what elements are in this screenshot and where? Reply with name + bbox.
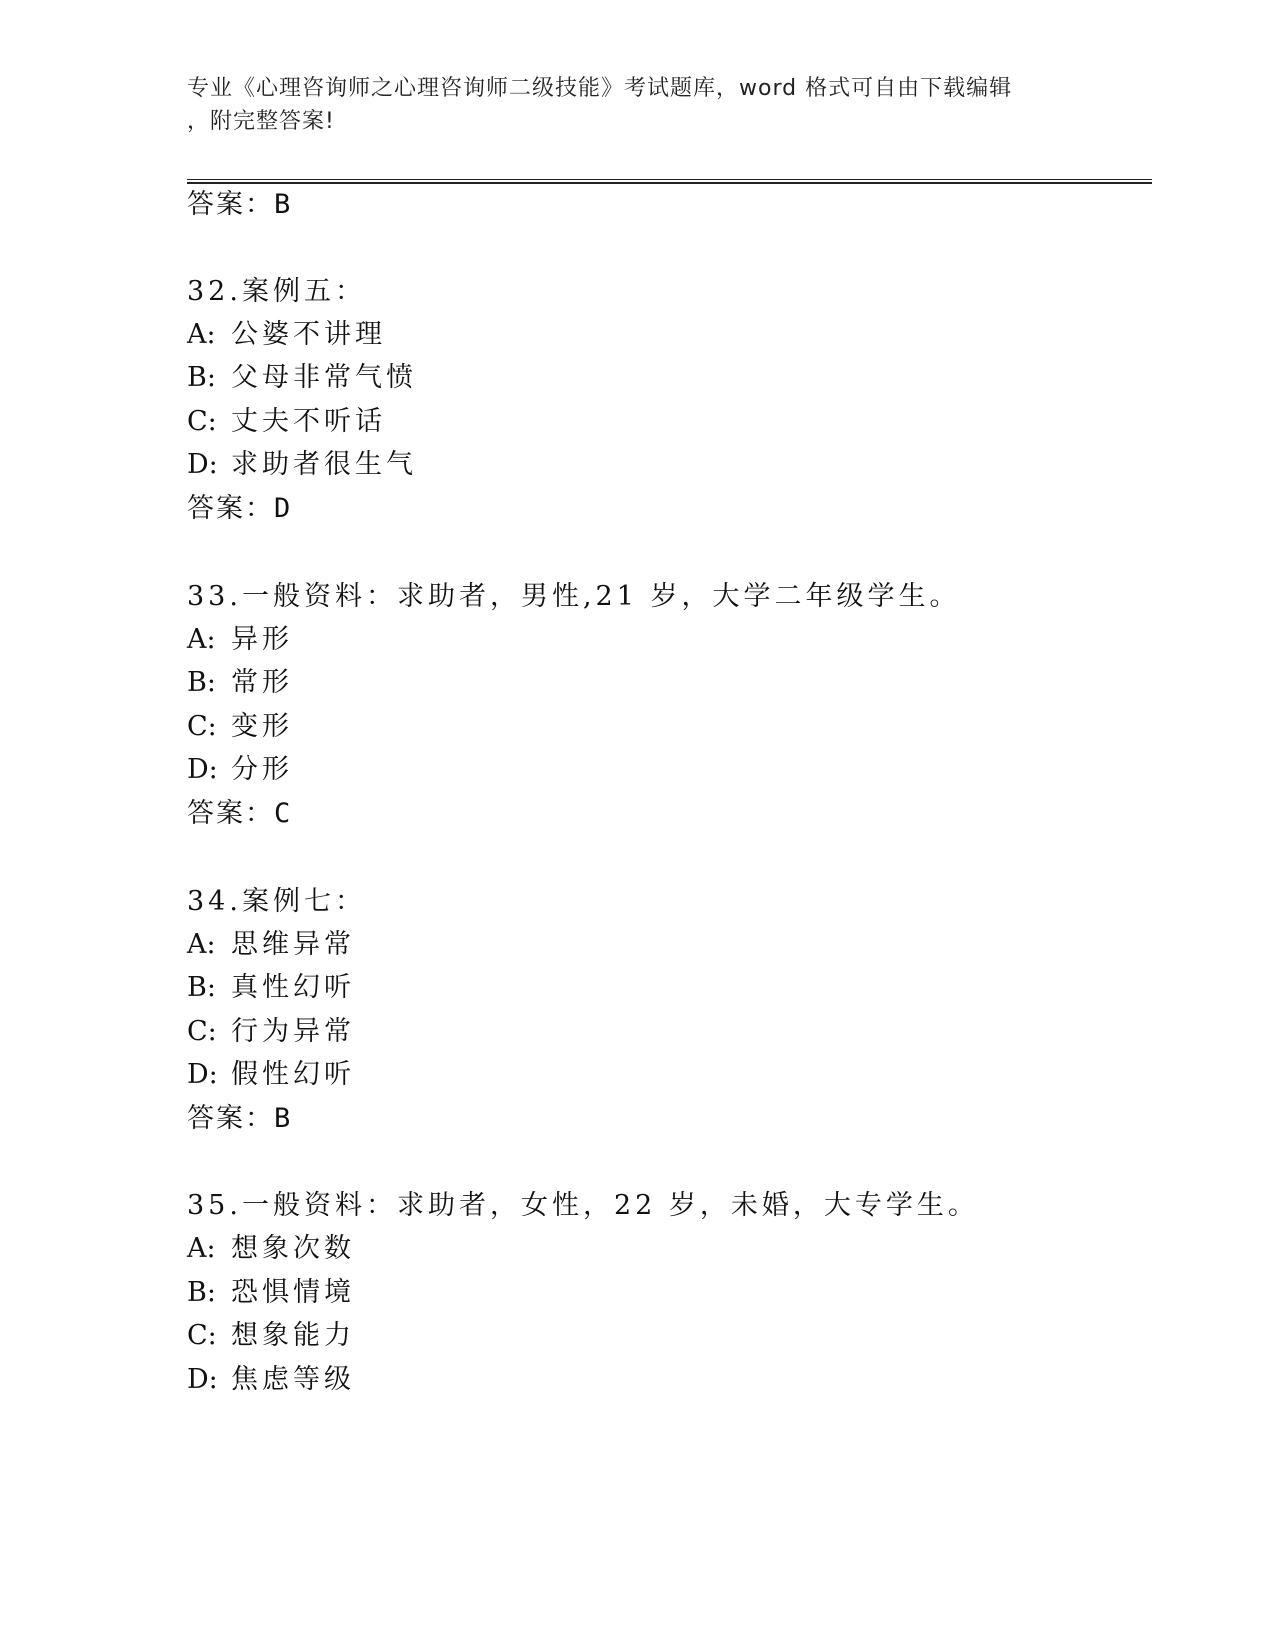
question-stem: 34.案例七： (187, 886, 366, 917)
option-a (187, 318, 386, 352)
header-divider-thin (187, 179, 1152, 180)
option-letter: D: (187, 754, 218, 785)
option-text: 想象能力 (231, 1320, 355, 1351)
option-c (187, 1015, 355, 1049)
option-letter: D: (187, 1059, 218, 1090)
document-header (187, 72, 1087, 138)
header-line-2: ，附完整答案! (187, 109, 335, 134)
header-line-1: 专业《心理咨询师之心理咨询师二级技能》考试题库，word 格式可自由下载编辑 (187, 76, 1013, 101)
option-d (187, 753, 293, 787)
option-c (187, 1319, 355, 1353)
option-a (187, 623, 293, 657)
option-letter: D: (187, 1364, 218, 1395)
option-text: 假性幻听 (231, 1059, 355, 1090)
option-text: 想象次数 (231, 1233, 355, 1264)
answer-value: B (274, 189, 293, 220)
option-letter: A: (187, 929, 216, 960)
option-letter: C: (187, 1320, 217, 1351)
answer-value: B (274, 1103, 293, 1134)
option-text: 公婆不讲理 (231, 319, 386, 350)
option-d (187, 1363, 355, 1397)
option-letter: B: (187, 1277, 216, 1308)
answer-line (187, 188, 292, 222)
option-text: 常形 (231, 667, 293, 698)
answer-label: 答案： (187, 189, 274, 220)
answer-value: C (274, 798, 293, 829)
answer-value: D (274, 493, 293, 524)
option-a (187, 928, 355, 962)
answer-line (187, 797, 292, 831)
option-text: 求助者很生气 (231, 449, 417, 480)
option-b (187, 971, 355, 1005)
question-stem: 33.一般资料：求助者，男性,21 岁，大学二年级学生。 (187, 581, 961, 612)
option-text: 行为异常 (231, 1016, 355, 1047)
option-letter: A: (187, 1233, 216, 1264)
option-letter: A: (187, 319, 216, 350)
answer-line (187, 492, 292, 526)
option-letter: C: (187, 1016, 217, 1047)
answer-label: 答案： (187, 1103, 274, 1134)
option-a (187, 1232, 355, 1266)
option-letter: A: (187, 624, 216, 655)
option-letter: B: (187, 667, 216, 698)
question-stem: 35.一般资料：求助者，女性，22 岁，未婚，大专学生。 (187, 1190, 979, 1221)
option-letter: B: (187, 972, 216, 1003)
option-text: 真性幻听 (231, 972, 355, 1003)
answer-label: 答案： (187, 798, 274, 829)
header-divider-thick (187, 182, 1152, 184)
option-b (187, 1276, 355, 1310)
option-letter: B: (187, 362, 216, 393)
option-text: 思维异常 (231, 929, 355, 960)
option-b (187, 361, 417, 395)
option-text: 焦虑等级 (231, 1364, 355, 1395)
option-c (187, 405, 386, 439)
option-b (187, 666, 293, 700)
option-c (187, 710, 293, 744)
option-text: 恐惧情境 (231, 1277, 355, 1308)
option-text: 分形 (231, 754, 293, 785)
answer-label: 答案： (187, 493, 274, 524)
option-text: 丈夫不听话 (231, 406, 386, 437)
answer-line (187, 1102, 292, 1136)
option-text: 异形 (231, 624, 293, 655)
option-d (187, 448, 417, 482)
option-d (187, 1058, 355, 1092)
option-letter: D: (187, 449, 218, 480)
option-letter: C: (187, 406, 217, 437)
option-text: 变形 (231, 711, 293, 742)
option-text: 父母非常气愤 (231, 362, 417, 393)
option-letter: C: (187, 711, 217, 742)
question-stem: 32.案例五： (187, 276, 366, 307)
